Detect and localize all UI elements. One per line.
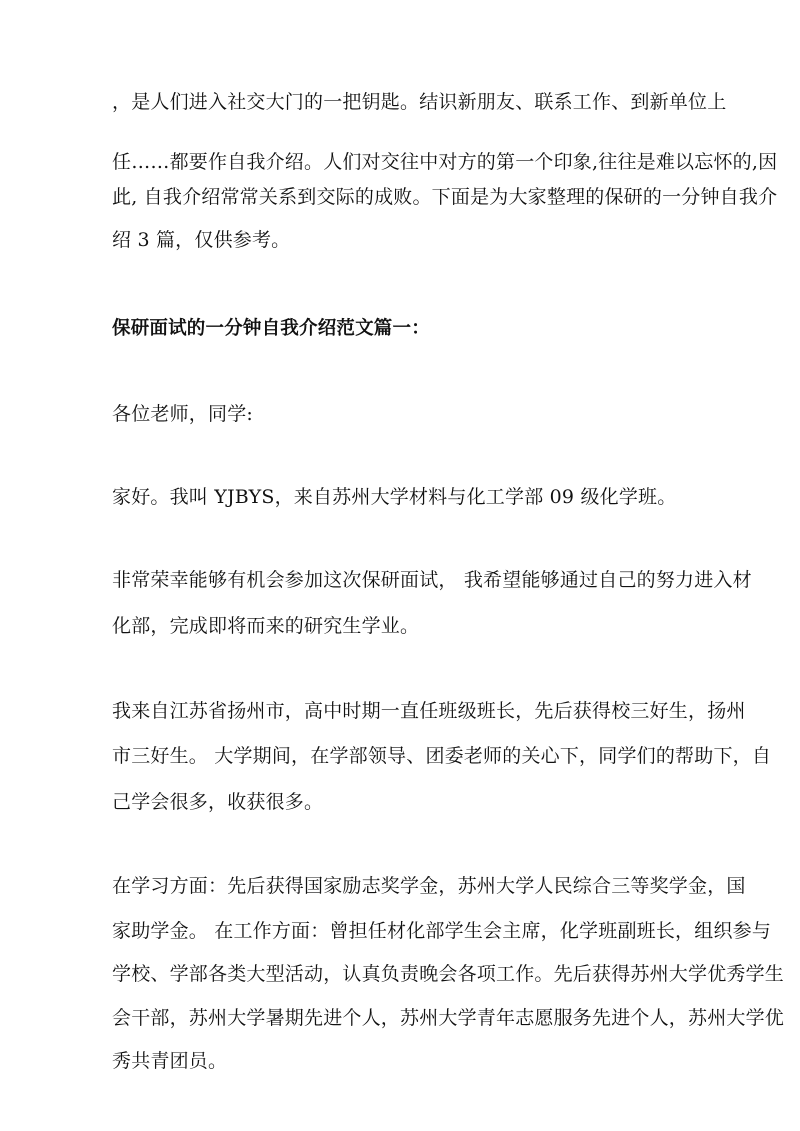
paragraph-4-line-5: 秀共青团员。 (112, 1050, 228, 1072)
paragraph-4-line-3: 学校、学部各类大型活动，认真负责晚会各项工作。先后获得苏州大学优秀学生 (112, 963, 785, 985)
intro-line-2: 任……都要作自我介绍。人们对交往中对方的第一个印象,往往是难以忘怀的,因 (112, 151, 778, 173)
paragraph-3-line-2: 市三好生。 大学期间，在学部领导、团委老师的关心下，同学们的帮助下，自 (112, 745, 772, 767)
paragraph-4-line-2: 家助学金。 在工作方面：曾担任材化部学生会主席，化学班副班长，组织参与 (112, 920, 772, 942)
section-heading: 保研面试的一分钟自我介绍范文篇一： (112, 318, 430, 339)
paragraph-4-line-1: 在学习方面：先后获得国家励志奖学金，苏州大学人民综合三等奖学金，国 (112, 875, 746, 897)
intro-line-4: 绍 3 篇，仅供参考。 (112, 229, 291, 251)
intro-line-3: 此, 自我介绍常常关系到交际的成败。下面是为大家整理的保研的一分钟自我介 (112, 186, 778, 208)
paragraph-2-line-2: 化部，完成即将而来的研究生学业。 (112, 615, 420, 637)
paragraph-4-line-4: 会干部，苏州大学暑期先进个人，苏州大学青年志愿服务先进个人，苏州大学优 (112, 1007, 785, 1029)
paragraph-3-line-1: 我来自江苏省扬州市，高中时期一直任班级班长，先后获得校三好生，扬州 (112, 700, 746, 722)
paragraph-2-line-1: 非常荣幸能够有机会参加这次保研面试， 我希望能够通过自己的努力进入材 (112, 569, 752, 591)
paragraph-3-line-3: 己学会很多，收获很多。 (112, 791, 324, 813)
greeting: 各位老师，同学: (112, 403, 254, 425)
intro-line-1: ，是人们进入社交大门的一把钥匙。结识新朋友、联系工作、到新单位上 (112, 91, 727, 113)
paragraph-1: 家好。我叫 YJBYS，来自苏州大学材料与化工学部 09 级化学班。 (112, 486, 677, 508)
